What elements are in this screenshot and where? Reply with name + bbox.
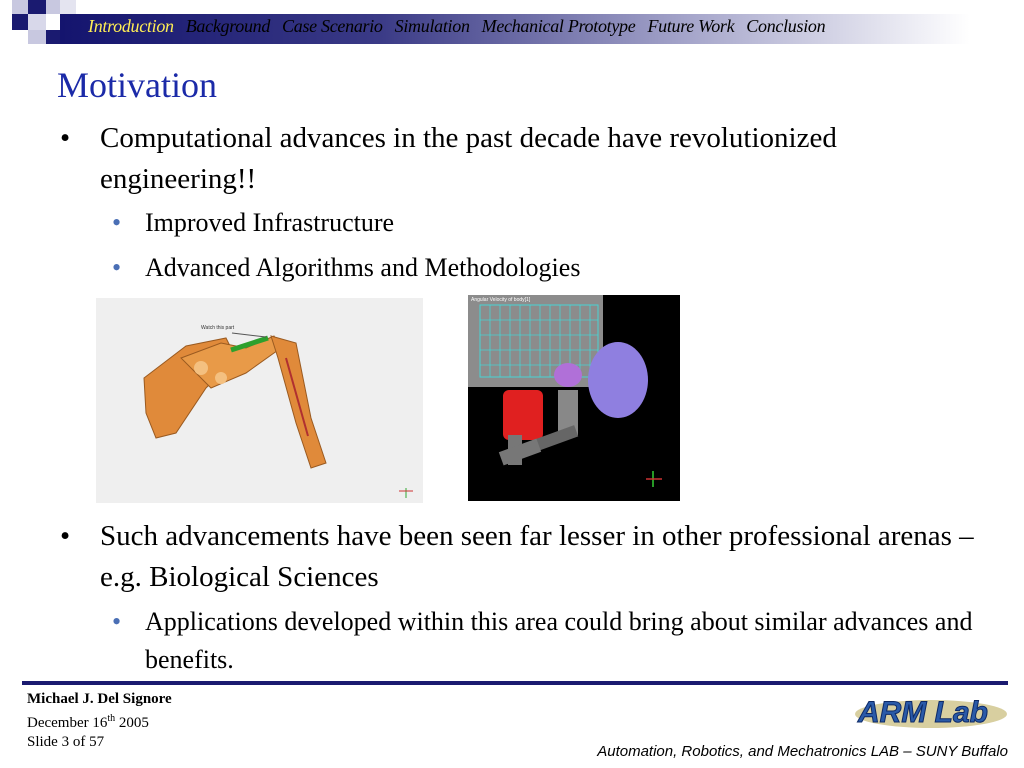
plot-title: Angular Velocity of body[1] — [471, 297, 531, 303]
sub-bullet-item — [60, 204, 980, 242]
bullet-list-top — [60, 118, 980, 287]
footer-divider — [22, 681, 1008, 685]
excavator-arm-image — [96, 298, 423, 503]
bullet-text: Computational advances in the past decade have revolutionized engineering!! — [100, 122, 837, 195]
sub-bullet-text: Improved Infrastructure — [145, 208, 395, 237]
sub-bullet-text: Applications developed within this area could bring about similar advances and benefits. — [145, 607, 973, 674]
presentation-date: December 16th 2005 — [27, 713, 149, 731]
sub-bullet-text: Advanced Algorithms and Methodologies — [145, 253, 581, 282]
sub-bullet-item — [60, 603, 980, 679]
bullet-icon: • — [112, 253, 122, 282]
author-name: Michael J. Del Signore — [27, 691, 172, 707]
nav-item-case-scenario[interactable]: Case Scenario — [282, 16, 383, 36]
sub-bullet-item — [60, 249, 980, 287]
bullet-text: Such advancements have been seen far lesser in other professional arenas – e.g. Biological Sciences — [100, 520, 974, 593]
lab-name: Automation, Robotics, and Mechatronics LAB – SUNY Buffalo — [597, 743, 1008, 760]
nav-item-mechanical-prototype[interactable]: Mechanical Prototype — [481, 16, 636, 36]
nav-item-simulation[interactable]: Simulation — [394, 16, 470, 36]
nav-item-background[interactable]: Background — [185, 16, 271, 36]
bullet-icon: • — [60, 122, 71, 154]
bullet-item — [60, 516, 980, 598]
crankshaft-simulation-image — [468, 295, 680, 501]
section-nav — [88, 16, 825, 37]
bullet-item — [60, 118, 980, 200]
slide-title: Motivation — [57, 65, 217, 105]
bullet-icon: • — [112, 208, 122, 237]
footer-info — [27, 690, 172, 752]
bullet-icon: • — [60, 520, 71, 552]
image-annotation: Watch this part — [201, 325, 235, 331]
nav-item-conclusion[interactable]: Conclusion — [746, 16, 826, 36]
bullet-icon: • — [112, 607, 122, 636]
bullet-list-bottom — [60, 516, 980, 679]
nav-item-introduction[interactable]: Introduction — [88, 16, 174, 36]
slide-number: Slide 3 of 57 — [27, 734, 105, 750]
nav-item-future-work[interactable]: Future Work — [647, 16, 735, 36]
arm-lab-logo — [852, 690, 1010, 734]
logo-text: ARM Lab — [858, 696, 988, 729]
